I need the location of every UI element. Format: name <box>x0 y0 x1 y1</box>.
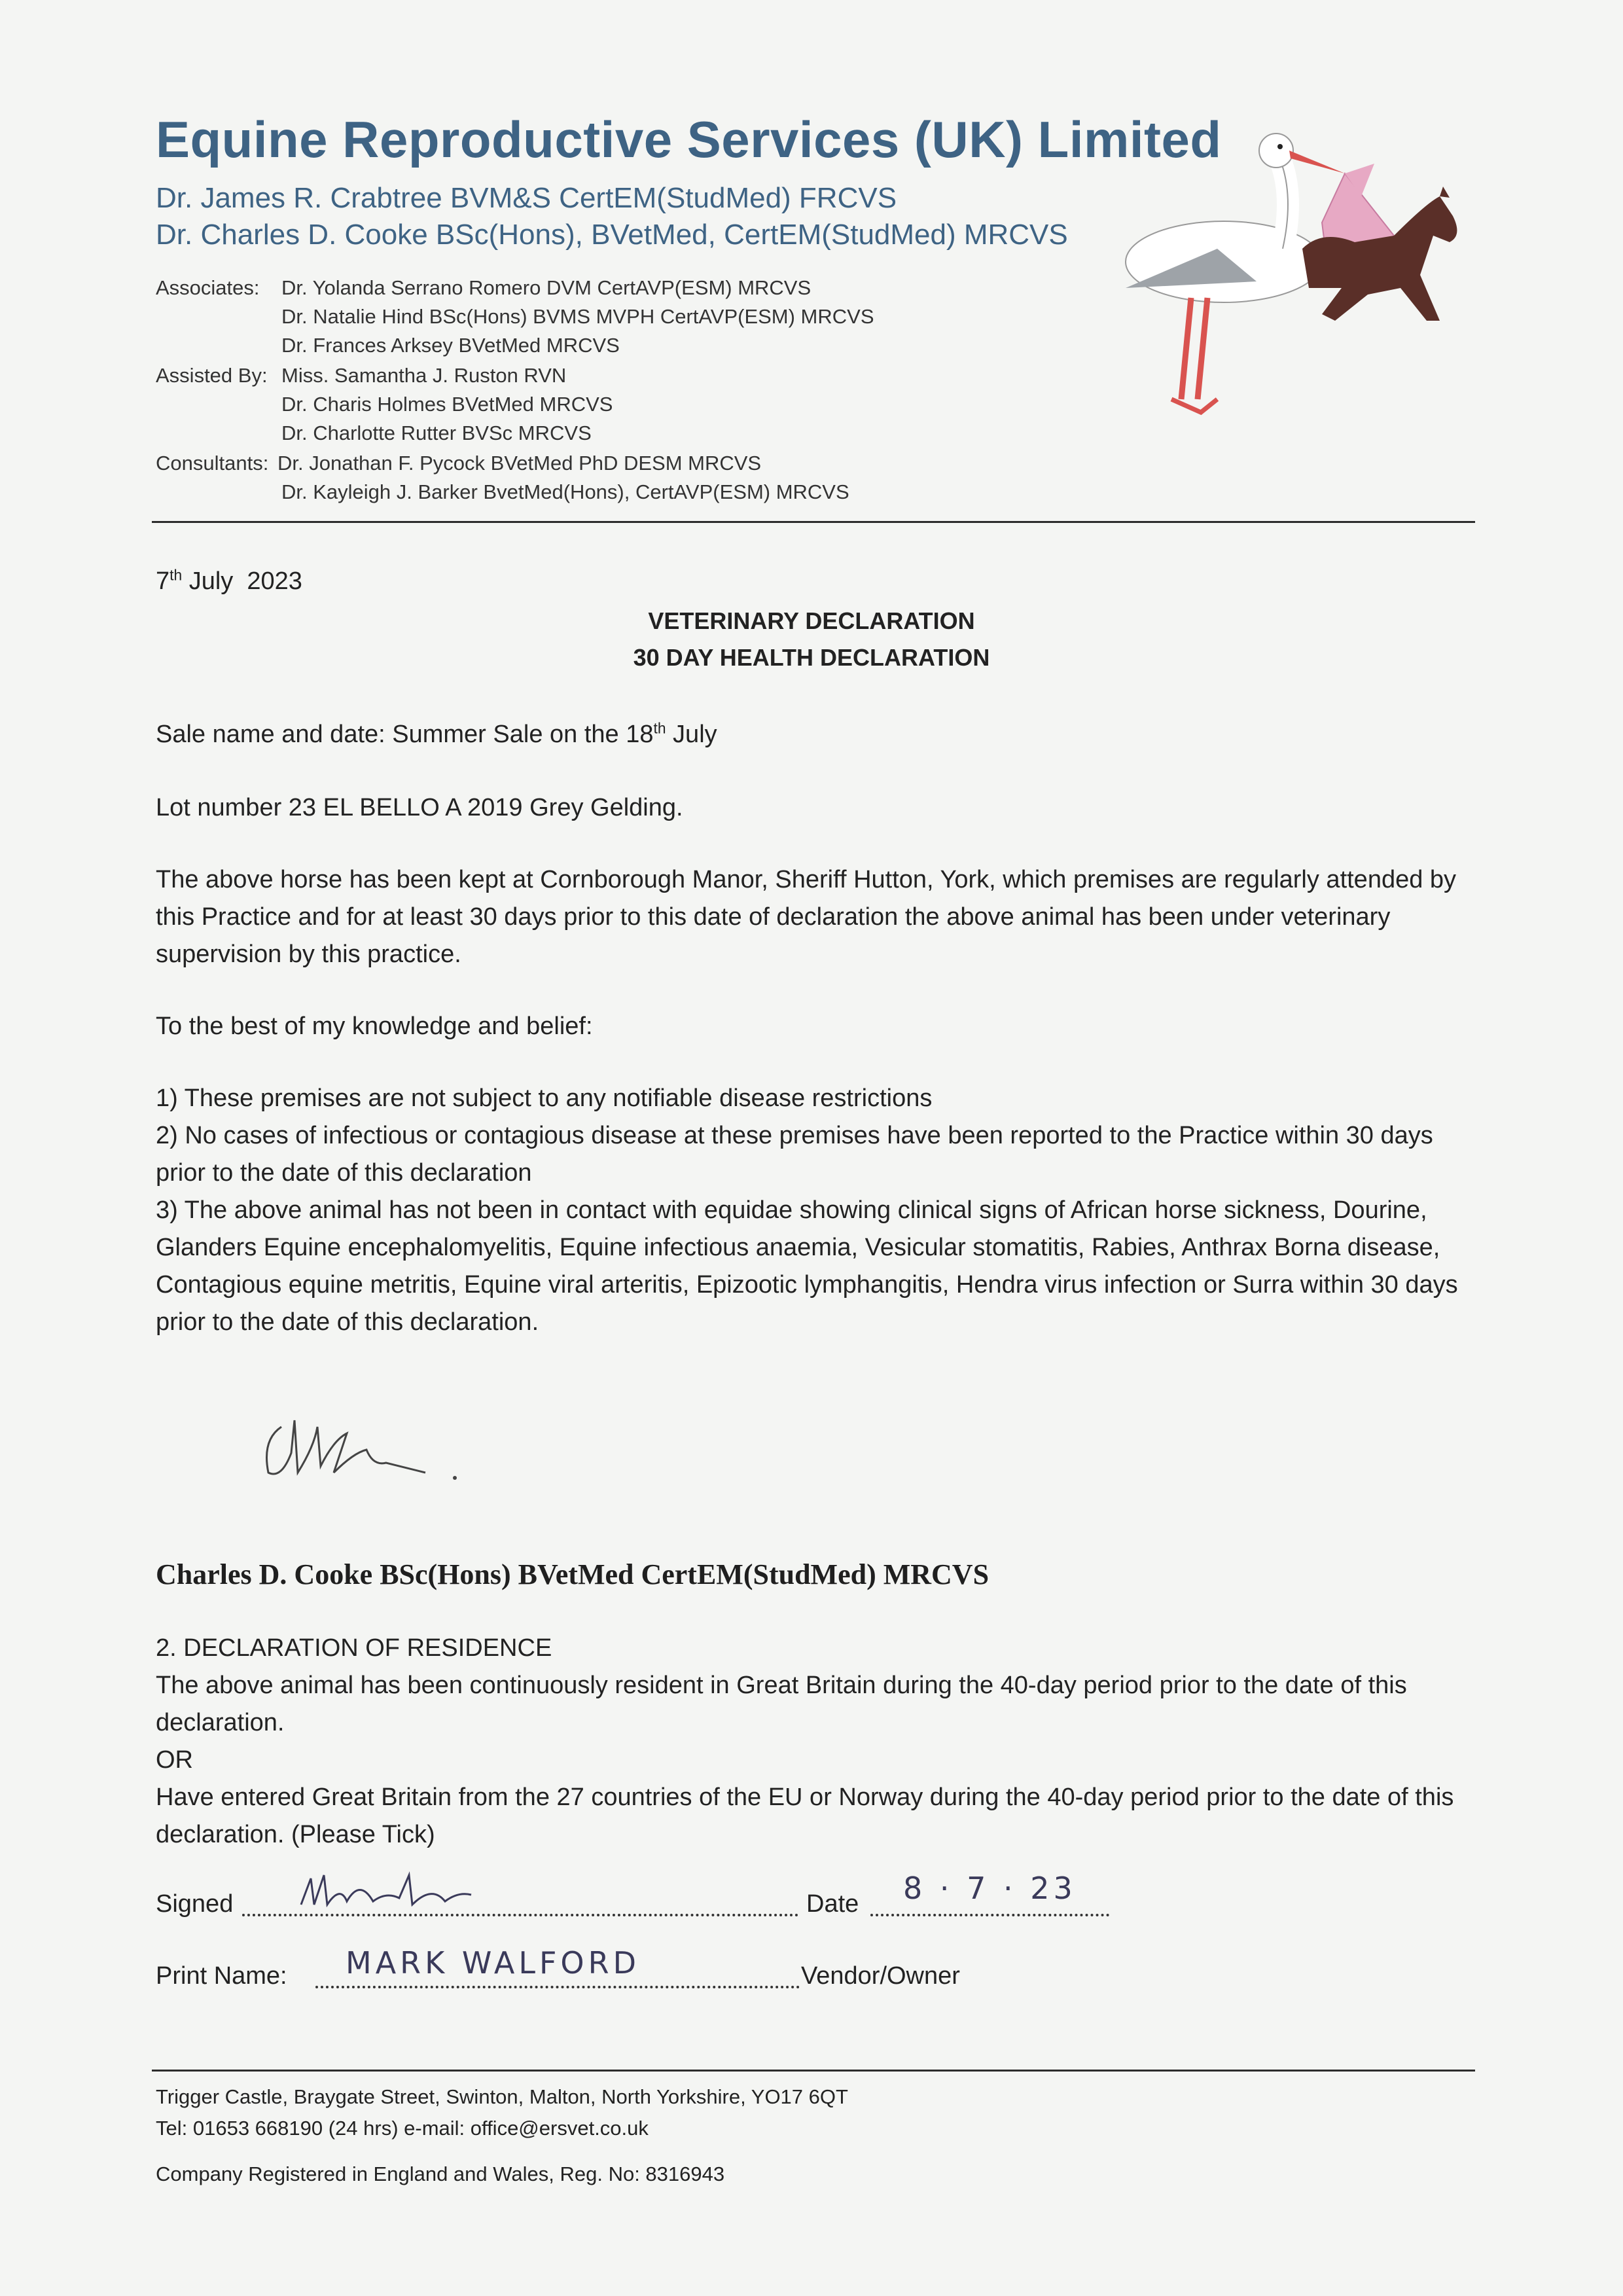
date-line <box>870 1914 1109 1916</box>
consultant-1: Dr. Jonathan F. Pycock BVetMed PhD DESM MRCVS <box>277 452 762 475</box>
print-name-line <box>315 1986 800 1988</box>
sale-suffix: th <box>653 719 666 737</box>
footer-address: Trigger Castle, Braygate Street, Swinton, Malton, North Yorkshire, YO17 6QT <box>156 2085 848 2108</box>
footer-contact: Tel: 01653 668190 (24 hrs) e-mail: office@ersvet.co.uk <box>156 2117 649 2140</box>
associates-label: Associates: <box>156 276 260 299</box>
date-day: 7 <box>156 567 170 595</box>
residence-option-1: The above animal has been continuously resident in Great Britain during the 40-day period prior to the date of this declaration. <box>156 1672 1407 1736</box>
point-1: 1) These premises are not subject to any notifiable disease restrictions <box>156 1085 933 1112</box>
declaration-heading: VETERINARY DECLARATION <box>648 607 975 634</box>
belief-line: To the best of my knowledge and belief: <box>156 1013 593 1040</box>
stork-carrying-foal-icon <box>1086 124 1479 425</box>
letter-date <box>156 563 302 600</box>
consultants-label: Consultants: <box>156 452 269 475</box>
lot-line: Lot number 23 EL BELLO A 2019 Grey Gelding. <box>156 794 683 821</box>
assisted-label: Assisted By: <box>156 364 268 387</box>
residence-option-2: Have entered Great Britain from the 27 countries of the EU or Norway during the 40-day period prior to the date of this declaration. (Please Tick) <box>156 1784 1454 1848</box>
associate-2: Dr. Natalie Hind BSc(Hons) BVMS MVPH CertAVP(ESM) MRCVS <box>281 305 874 328</box>
vet-signature-icon <box>255 1401 478 1499</box>
date-suffix: th <box>169 566 183 584</box>
sale-prefix: Sale name and date: Summer Sale on the 18 <box>156 721 654 748</box>
vet-name: Charles D. Cooke BSc(Hons) BVetMed CertEM(StudMed) MRCVS <box>156 1558 990 1590</box>
assistant-2: Dr. Charis Holmes BVetMed MRCVS <box>281 393 613 416</box>
header-divider <box>152 521 1475 523</box>
assistant-1: Miss. Samantha J. Ruston RVN <box>281 364 567 387</box>
point-2: 2) No cases of infectious or contagious disease at these premises have been reported to the Practice within 30 days prior to the date of this declaration <box>156 1122 1433 1187</box>
residence-or: OR <box>156 1746 193 1774</box>
signed-label: Signed <box>156 1890 234 1918</box>
vendor-owner-label: Vendor/Owner <box>801 1962 960 1990</box>
print-name-value: MARK WALFORD <box>346 1945 641 1981</box>
sale-rest: July <box>666 721 717 748</box>
associate-1: Dr. Yolanda Serrano Romero DVM CertAVP(ESM) MRCVS <box>281 276 812 299</box>
residence-heading: 2. DECLARATION OF RESIDENCE <box>156 1634 552 1662</box>
partner-2: Dr. Charles D. Cooke BSc(Hons), BVetMed, CertEM(StudMed) MRCVS <box>156 219 1068 251</box>
declaration-subheading: 30 DAY HEALTH DECLARATION <box>633 644 990 671</box>
sale-line <box>156 716 1478 753</box>
point-3: 3) The above animal has not been in contact with equidae showing clinical signs of African horse sickness, Dourine, Glanders Equine encephalomyelitis, Equine infectious anaemia, Vesicular stomatitis, Rabies, Anthrax Borna disease, Contagious equine metritis, Equine viral arteritis, Epizootic lymphangitis, Hendra virus infection or Surra within 30 days prior to the date of this declaration. <box>156 1196 1458 1336</box>
associate-3: Dr. Frances Arksey BVetMed MRCVS <box>281 334 620 357</box>
print-name-label: Print Name: <box>156 1962 287 1990</box>
assistant-3: Dr. Charlotte Rutter BVSc MRCVS <box>281 422 592 444</box>
consultant-2: Dr. Kayleigh J. Barker BvetMed(Hons), CertAVP(ESM) MRCVS <box>281 480 849 503</box>
footer-divider <box>152 2070 1475 2072</box>
partner-1: Dr. James R. Crabtree BVM&S CertEM(StudMed) FRCVS <box>156 182 897 214</box>
premises-paragraph: The above horse has been kept at Cornborough Manor, Sheriff Hutton, York, which premises are regularly attended by this Practice and for at least 30 days prior to this date of declaration the above animal has been under veterinary supervision by this practice. <box>156 866 1457 968</box>
firm-name: Equine Reproductive Services (UK) Limited <box>156 111 1222 168</box>
date-rest: July 2023 <box>182 567 302 595</box>
owner-signature-icon <box>294 1865 484 1924</box>
date-value: 8 · 7 · 23 <box>903 1871 1077 1906</box>
date-label: Date <box>806 1890 859 1918</box>
footer-registration: Company Registered in England and Wales, Reg. No: 8316943 <box>156 2162 725 2185</box>
